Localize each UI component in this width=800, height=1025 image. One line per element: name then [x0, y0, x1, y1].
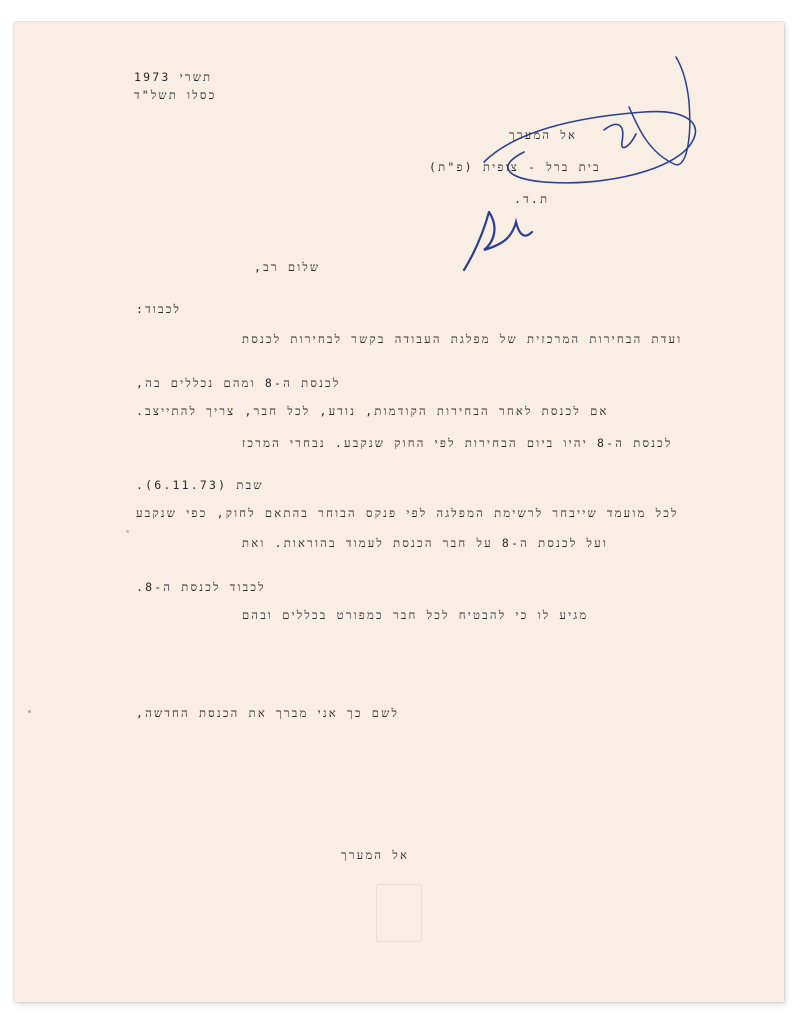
closing-line: לשם כך אני מברך את הכנסת החדשה, [136, 706, 400, 720]
body-line-10: מגיע לו כי להבטיח לכל חבר כמפורט בכללים ובהם [242, 608, 589, 622]
salutation: שלום רב, [254, 260, 321, 274]
recipient-line-1: אל המערך [509, 128, 578, 142]
body-line-6: שבת (6.11.73). [136, 478, 264, 492]
body-line-8: ועל לכנסת ה-8 על חבר הכנסת לעמוד בהוראות. ואת [242, 536, 608, 550]
recipient-line-3: ת.ד. [514, 192, 550, 206]
recipient-line-2: בית ברל - צופית (פ"ת) [429, 160, 601, 174]
date-line-1: תשרי 1973 [134, 70, 213, 84]
body-line-3: לכנסת ה-8 ומהם נכללים בה, [136, 376, 341, 390]
body-line-2: ועדת הבחירות המרכזית של מפלגת העבודה בקשר לבחירות לכנסת [242, 332, 683, 346]
sign-off: אל המערך [341, 848, 410, 862]
body-line-5: לכנסת ה-8 יהיו ביום הבחירות לפי החוק שנקבע. נבחרי המרכז [242, 436, 673, 450]
date-line-2: כסלו תשל"ד [134, 88, 217, 102]
body-line-9: לכבוד לכנסת ה-8. [136, 580, 266, 594]
body-line-1: לכבוד: [136, 302, 182, 316]
paper-mark [126, 530, 129, 533]
body-line-4: אם לכנסת לאחר הבחירות הקודמות, נודע, לכל חבר, צריך להתייצב. [136, 404, 609, 418]
letter-paper [14, 22, 784, 1002]
paper-mark [28, 710, 31, 713]
embossed-watermark [376, 884, 422, 942]
body-line-7: לכל מועמד שייבחר לרשימת המפלגה לפי פנקס הבוחר בהתאם לחוק, כפי שנקבע [136, 506, 679, 520]
